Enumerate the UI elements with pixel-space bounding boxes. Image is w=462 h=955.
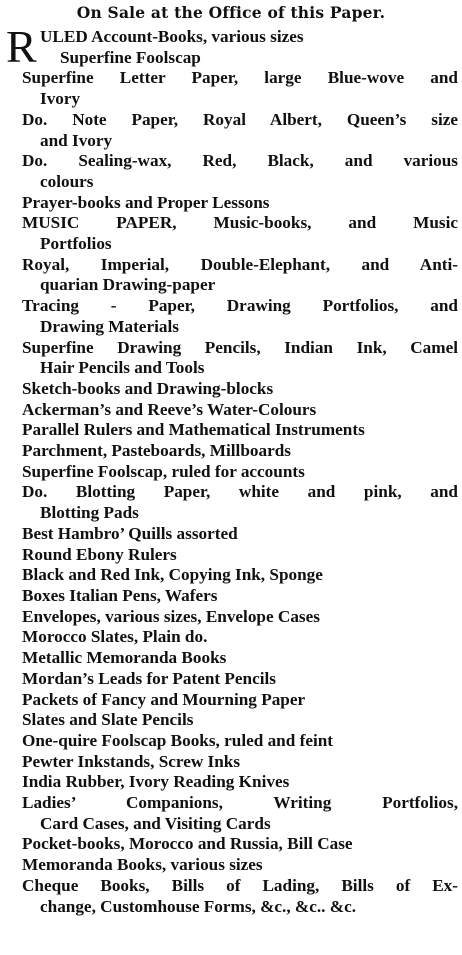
list-item [4, 441, 458, 462]
list-item-line: Slates and Slate Pencils [22, 710, 194, 730]
list-item-continuation: Hair Pencils and Tools [40, 358, 205, 378]
list-item-continuation: Drawing Materials [40, 316, 179, 336]
list-item [4, 627, 458, 648]
list-item-line: Do. Note Paper, Royal Albert, Queen’s size [22, 109, 458, 129]
list-item [4, 379, 458, 400]
list-item-line: MUSIC PAPER, Music-books, and Music [22, 213, 458, 233]
list-item-line: ULED Account-Books, various sizes [40, 27, 304, 46]
list-item-line: Pocket-books, Morocco and Russia, Bill Case [22, 834, 353, 854]
list-item-continuation: Ivory [40, 89, 81, 109]
list-item-line: India Rubber, Ivory Reading Knives [22, 772, 290, 792]
list-item-line: Ladies’ Companions, Writing Portfolios, [22, 793, 458, 813]
list-item-line: Boxes Italian Pens, Wafers [22, 585, 218, 605]
list-item-line: Packets of Fancy and Mourning Paper [22, 689, 306, 709]
list-item-line: Cheque Books, Bills of Lading, Bills of Ex- [22, 875, 458, 895]
list-item [4, 793, 458, 834]
list-item-line: Royal, Imperial, Double-Elephant, and Anti- [22, 254, 458, 274]
list-item-line: Do. Sealing-wax, Red, Black, and various [22, 151, 458, 171]
list-item-line: Pewter Inkstands, Screw Inks [22, 751, 241, 771]
list-item-line: Best Hambro’ Quills assorted [22, 523, 238, 543]
list-item [4, 213, 458, 254]
list-item-line: Ackerman’s and Reeve’s Water-Colours [22, 399, 317, 419]
list-item-continuation: Superfine Foolscap [60, 47, 201, 67]
list-item-line: Tracing - Paper, Drawing Portfolios, and [22, 296, 458, 316]
list-item [4, 607, 458, 628]
list-item-continuation: Blotting Pads [40, 503, 139, 523]
list-item-line: Mordan’s Leads for Patent Pencils [22, 668, 276, 688]
list-item-line: Do. Blotting Paper, white and pink, and [22, 482, 458, 502]
list-item-line: Parchment, Pasteboards, Millboards [22, 441, 291, 461]
list-item [4, 68, 458, 109]
page-heading: On Sale at the Office of this Paper. [76, 3, 386, 22]
list-item [4, 545, 458, 566]
list-item [4, 565, 458, 586]
list-item-line: Prayer-books and Proper Lessons [22, 192, 270, 212]
list-item [4, 255, 458, 296]
list-item-line: Superfine Drawing Pencils, Indian Ink, Camel [22, 337, 458, 357]
list-item-line: Envelopes, various sizes, Envelope Cases [22, 606, 320, 626]
item-list [4, 68, 458, 917]
list-item [4, 834, 458, 855]
list-item-continuation: and Ivory [40, 130, 113, 150]
list-item [4, 296, 458, 337]
list-item-continuation: colours [40, 171, 94, 191]
list-item-line: Superfine Foolscap, ruled for accounts [22, 461, 305, 481]
list-item-line: Memoranda Books, various sizes [22, 855, 263, 875]
list-item-line: Morocco Slates, Plain do. [22, 627, 208, 647]
list-item-line: Parallel Rulers and Mathematical Instruments [22, 420, 365, 440]
list-item [4, 110, 458, 151]
list-item [4, 462, 458, 483]
list-item-line: Round Ebony Rulers [22, 544, 177, 564]
list-item [4, 772, 458, 793]
list-item [4, 482, 458, 523]
list-item [4, 400, 458, 421]
list-item-line: Sketch-books and Drawing-blocks [22, 378, 274, 398]
list-item [4, 855, 458, 876]
list-item-continuation: Card Cases, and Visiting Cards [40, 813, 271, 833]
list-item [4, 752, 458, 773]
list-item-line: Metallic Memoranda Books [22, 648, 227, 668]
list-item [4, 876, 458, 917]
list-item [4, 151, 458, 192]
list-item [4, 193, 458, 214]
list-item-line: Black and Red Ink, Copying Ink, Sponge [22, 565, 323, 585]
list-item [4, 710, 458, 731]
list-item-continuation: quarian Drawing-paper [40, 275, 216, 295]
drop-cap: R [6, 21, 37, 72]
list-item [4, 420, 458, 441]
list-item [4, 586, 458, 607]
list-item-line: Superfine Letter Paper, large Blue-wove and [22, 68, 458, 88]
list-item [4, 338, 458, 379]
list-item [4, 731, 458, 752]
list-item [4, 524, 458, 545]
list-item [4, 648, 458, 669]
list-item-continuation: Portfolios [40, 234, 112, 254]
list-item-continuation: change, Customhouse Forms, &c., &c.. &c. [40, 896, 357, 916]
list-item-line: One-quire Foolscap Books, ruled and feint [22, 730, 334, 750]
list-item [4, 669, 458, 690]
list-item-first [4, 21, 458, 72]
list-item [4, 690, 458, 711]
